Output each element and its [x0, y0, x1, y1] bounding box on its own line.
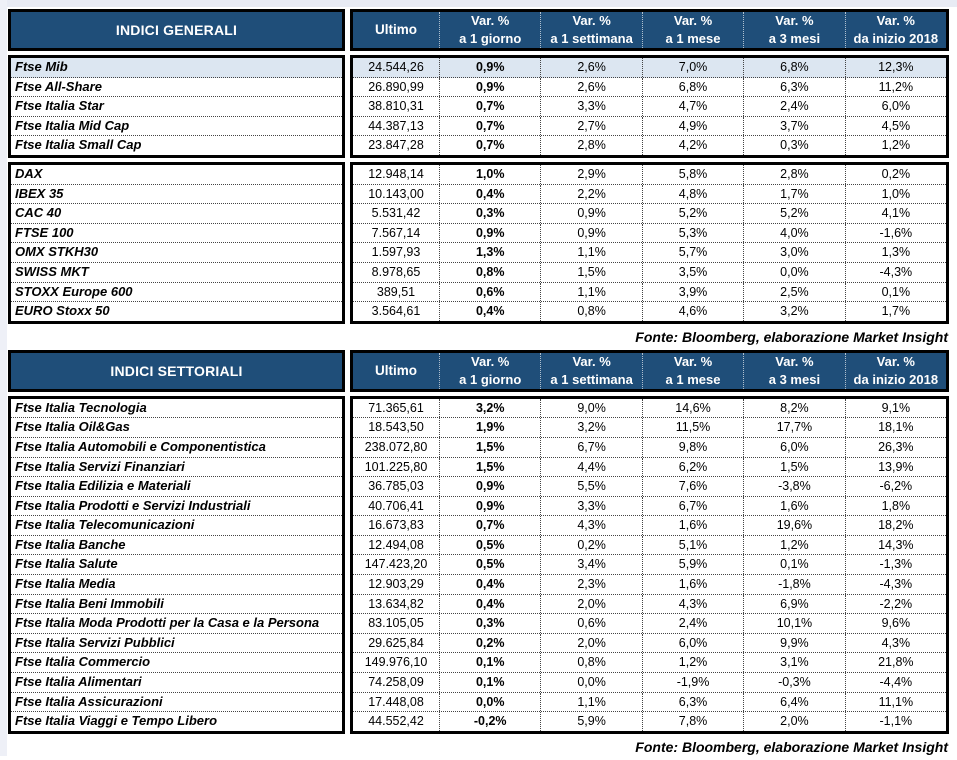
cell-var: 0,5%	[439, 555, 540, 574]
cell-var: 2,9%	[540, 165, 641, 184]
cell-var: 3,2%	[540, 418, 641, 437]
cell-var: 0,9%	[439, 224, 540, 243]
cell-var: 0,9%	[439, 477, 540, 496]
cell-var: 0,3%	[439, 204, 540, 223]
col-header-var-da-inizio-2018	[845, 353, 946, 389]
cell-var: 6,0%	[743, 438, 844, 457]
cell-var: 9,6%	[845, 614, 946, 633]
cell-var: 4,0%	[743, 224, 844, 243]
col-header-var-3-mesi	[743, 12, 844, 48]
cell-ultimo: 40.706,41	[368, 498, 424, 513]
col-header-line1: Var. %	[876, 13, 915, 29]
cell-var: 6,3%	[743, 78, 844, 97]
cell-var: 0,6%	[439, 283, 540, 302]
table-row	[353, 136, 946, 155]
col-header-line2: a 1 settimana	[550, 371, 633, 387]
cell-var: 5,5%	[540, 477, 641, 496]
col-header-line2: da inizio 2018	[853, 31, 939, 46]
cell-ultimo: 23.847,28	[368, 138, 424, 153]
index-name: Ftse All-Share	[11, 78, 342, 98]
col-header-line1: Var. %	[572, 13, 611, 29]
index-name: Ftse Italia Oil&Gas	[11, 418, 342, 438]
table-row	[353, 536, 946, 556]
cell-var: 6,7%	[540, 438, 641, 457]
index-name: Ftse Italia Assicurazioni	[11, 693, 342, 713]
table-title: INDICI SETTORIALI	[8, 350, 345, 392]
page-top-band	[0, 0, 957, 7]
cell-var: 1,3%	[439, 243, 540, 262]
index-name: DAX	[11, 165, 342, 185]
col-header-var-da-inizio-2018	[845, 12, 946, 48]
cell-var: 0,7%	[439, 136, 540, 155]
cell-var: 1,1%	[540, 283, 641, 302]
table-header-row	[8, 9, 949, 51]
index-name: Ftse Italia Viaggi e Tempo Libero	[11, 712, 342, 731]
cell-var: 6,0%	[845, 97, 946, 116]
cell-var: 11,2%	[845, 78, 946, 97]
cell-var: 0,1%	[439, 653, 540, 672]
cell-var: 6,3%	[642, 693, 743, 712]
col-header-line2: a 1 settimana	[550, 31, 633, 46]
cell-var: 5,2%	[743, 204, 844, 223]
cell-var: 0,9%	[439, 497, 540, 516]
cell-var: 3,3%	[540, 97, 641, 116]
col-header-line2: da inizio 2018	[853, 371, 939, 387]
cell-var: 0,5%	[439, 536, 540, 555]
index-name: Ftse Italia Mid Cap	[11, 117, 342, 137]
table-row	[353, 165, 946, 185]
cell-var: 0,9%	[540, 224, 641, 243]
cell-ultimo: 10.143,00	[368, 186, 424, 201]
cell-var: 1,5%	[439, 458, 540, 477]
cell-var: 2,4%	[743, 97, 844, 116]
cell-var: -4,3%	[845, 575, 946, 594]
cell-var: 9,9%	[743, 634, 844, 653]
cell-ultimo: 24.544,26	[368, 60, 424, 74]
cell-ultimo: 1.597,93	[371, 245, 421, 260]
cell-var: 0,3%	[743, 136, 844, 155]
cell-var: 6,8%	[743, 58, 844, 77]
cell-var: 8,2%	[743, 399, 844, 418]
cell-var: 18,1%	[845, 418, 946, 437]
cell-var: 0,7%	[439, 117, 540, 136]
table-row	[353, 477, 946, 497]
index-name: FTSE 100	[11, 224, 342, 244]
cell-var: -4,4%	[845, 673, 946, 692]
cell-var: 9,8%	[642, 438, 743, 457]
cell-var: 3,7%	[743, 117, 844, 136]
cell-var: 3,0%	[743, 243, 844, 262]
cell-var: -2,2%	[845, 595, 946, 614]
col-header-line2: a 3 mesi	[768, 31, 821, 46]
table-row	[353, 58, 946, 78]
table-row	[353, 204, 946, 224]
index-name: Ftse Italia Star	[11, 97, 342, 117]
cell-var: 1,8%	[845, 497, 946, 516]
table-indici-settoriali	[8, 350, 949, 756]
cell-var: 4,3%	[642, 595, 743, 614]
cell-var: 0,8%	[439, 263, 540, 282]
cell-var: 19,6%	[743, 516, 844, 535]
cell-var: 1,9%	[439, 418, 540, 437]
index-name: EURO Stoxx 50	[11, 302, 342, 321]
cell-var: 7,6%	[642, 477, 743, 496]
cell-var: 2,0%	[743, 712, 844, 731]
table-body	[8, 396, 949, 734]
cell-var: 2,0%	[540, 595, 641, 614]
index-name: Ftse Italia Media	[11, 575, 342, 595]
cell-var: -1,8%	[743, 575, 844, 594]
cell-var: 2,0%	[540, 634, 641, 653]
cell-var: 0,4%	[439, 575, 540, 594]
cell-var: 2,6%	[540, 78, 641, 97]
col-header-ultimo: Ultimo	[375, 362, 417, 378]
cell-var: 0,1%	[439, 673, 540, 692]
cell-var: -0,2%	[439, 712, 540, 731]
cell-var: 21,8%	[845, 653, 946, 672]
cell-var: 6,4%	[743, 693, 844, 712]
table-header-row	[8, 350, 949, 392]
cell-var: 6,9%	[743, 595, 844, 614]
cell-ultimo: 18.543,50	[368, 420, 424, 435]
column-headers	[350, 9, 949, 51]
cell-var: 1,5%	[439, 438, 540, 457]
cell-var: 0,2%	[845, 165, 946, 184]
col-header-var-1-giorno	[439, 353, 540, 389]
cell-var: 1,6%	[642, 575, 743, 594]
cell-var: 1,7%	[845, 302, 946, 321]
cell-var: 0,2%	[439, 634, 540, 653]
index-name: Ftse Italia Moda Prodotti per la Casa e la Persona	[11, 614, 342, 634]
index-name: Ftse Italia Beni Immobili	[11, 595, 342, 615]
cell-ultimo: 3.564,61	[371, 304, 421, 319]
table-indici-generali	[8, 9, 949, 346]
cell-ultimo: 8.978,65	[371, 264, 421, 279]
cell-ultimo: 7.567,14	[371, 225, 421, 240]
col-header-line1: Var. %	[471, 354, 510, 370]
cell-var: 3,3%	[540, 497, 641, 516]
table-section	[8, 55, 949, 158]
index-name: STOXX Europe 600	[11, 283, 342, 303]
cell-var: -1,9%	[642, 673, 743, 692]
cell-var: 1,5%	[743, 458, 844, 477]
index-name: Ftse Italia Tecnologia	[11, 399, 342, 419]
table-row	[353, 185, 946, 205]
cell-var: 1,6%	[642, 516, 743, 535]
cell-var: 0,4%	[439, 595, 540, 614]
cell-ultimo: 12.948,14	[368, 166, 424, 181]
index-name: Ftse Italia Edilizia e Materiali	[11, 477, 342, 497]
col-header-line2: a 1 giorno	[459, 371, 522, 387]
cell-var: 2,8%	[743, 165, 844, 184]
cell-var: 3,1%	[743, 653, 844, 672]
cell-var: 0,0%	[439, 693, 540, 712]
index-name: Ftse Italia Alimentari	[11, 673, 342, 693]
page-left-band	[0, 0, 7, 756]
cell-var: 7,0%	[642, 58, 743, 77]
index-name: Ftse Italia Servizi Finanziari	[11, 458, 342, 478]
cell-var: -1,3%	[845, 555, 946, 574]
cell-var: 1,5%	[540, 263, 641, 282]
cell-var: 18,2%	[845, 516, 946, 535]
cell-ultimo: 38.810,31	[368, 99, 424, 114]
index-name: OMX STKH30	[11, 243, 342, 263]
col-header-line2: a 1 giorno	[459, 31, 522, 46]
table-section	[8, 396, 949, 734]
cell-var: -1,1%	[845, 712, 946, 731]
cell-var: 3,4%	[540, 555, 641, 574]
cell-var: 1,1%	[540, 243, 641, 262]
cell-var: 0,6%	[540, 614, 641, 633]
cell-ultimo: 13.634,82	[368, 596, 424, 611]
table-row	[353, 224, 946, 244]
cell-ultimo: 5.531,42	[371, 206, 421, 221]
cell-ultimo: 44.387,13	[368, 118, 424, 133]
index-name: Ftse Italia Small Cap	[11, 136, 342, 155]
cell-var: 4,5%	[845, 117, 946, 136]
cell-var: 10,1%	[743, 614, 844, 633]
index-name: SWISS MKT	[11, 263, 342, 283]
col-header-line1: Var. %	[876, 354, 915, 370]
cell-var: 1,2%	[845, 136, 946, 155]
cell-var: 4,6%	[642, 302, 743, 321]
col-header-ultimo: Ultimo	[375, 21, 417, 37]
index-values-column	[350, 162, 949, 324]
cell-var: 2,2%	[540, 185, 641, 204]
table-row	[353, 614, 946, 634]
cell-var: 0,0%	[540, 673, 641, 692]
col-header-line2: a 1 mese	[665, 371, 721, 387]
cell-var: 3,9%	[642, 283, 743, 302]
col-header-line1: Var. %	[471, 13, 510, 29]
table-row	[353, 575, 946, 595]
cell-var: 2,4%	[642, 614, 743, 633]
cell-var: 11,5%	[642, 418, 743, 437]
cell-ultimo: 238.072,80	[364, 439, 428, 454]
cell-ultimo: 36.785,03	[368, 479, 424, 494]
cell-var: 17,7%	[743, 418, 844, 437]
cell-var: 4,3%	[540, 516, 641, 535]
cell-var: 6,8%	[642, 78, 743, 97]
index-name: Ftse Italia Automobili e Componentistica	[11, 438, 342, 458]
cell-var: -6,2%	[845, 477, 946, 496]
index-name-column	[8, 55, 345, 158]
table-row	[353, 399, 946, 419]
col-header-var-1-mese	[642, 353, 743, 389]
cell-ultimo: 17.448,08	[368, 694, 424, 709]
column-headers	[350, 350, 949, 392]
cell-var: 0,9%	[439, 58, 540, 77]
col-header-line1: Var. %	[673, 354, 713, 370]
cell-var: 6,2%	[642, 458, 743, 477]
source-note: Fonte: Bloomberg, elaborazione Market Insight	[635, 738, 948, 755]
cell-var: 5,2%	[642, 204, 743, 223]
index-name-column	[8, 162, 345, 324]
col-header-var-1-settimana	[540, 353, 641, 389]
cell-var: 1,6%	[743, 497, 844, 516]
cell-var: 0,9%	[439, 78, 540, 97]
cell-var: 5,9%	[642, 555, 743, 574]
cell-var: 26,3%	[845, 438, 946, 457]
cell-var: 4,8%	[642, 185, 743, 204]
table-row	[353, 497, 946, 517]
cell-var: -0,3%	[743, 673, 844, 692]
table-title: INDICI GENERALI	[8, 9, 345, 51]
table-row	[353, 595, 946, 615]
cell-var: 0,1%	[845, 283, 946, 302]
cell-var: 4,7%	[642, 97, 743, 116]
cell-var: 14,6%	[642, 399, 743, 418]
table-row	[353, 302, 946, 321]
cell-var: 0,7%	[439, 516, 540, 535]
cell-var: 1,0%	[845, 185, 946, 204]
cell-var: 4,1%	[845, 204, 946, 223]
cell-var: 2,3%	[540, 575, 641, 594]
table-row	[353, 438, 946, 458]
col-header-var-3-mesi	[743, 353, 844, 389]
cell-var: 9,1%	[845, 399, 946, 418]
cell-var: 3,2%	[439, 399, 540, 418]
table-row	[353, 117, 946, 137]
index-name: Ftse Italia Commercio	[11, 653, 342, 673]
col-header-var-1-mese	[642, 12, 743, 48]
cell-var: -4,3%	[845, 263, 946, 282]
index-name: IBEX 35	[11, 185, 342, 205]
index-name: Ftse Italia Prodotti e Servizi Industriali	[11, 497, 342, 517]
index-name: Ftse Italia Servizi Pubblici	[11, 634, 342, 654]
cell-var: 2,8%	[540, 136, 641, 155]
table-section	[8, 162, 949, 324]
cell-ultimo: 71.365,61	[368, 400, 424, 415]
index-name-column	[8, 396, 345, 734]
cell-var: 5,1%	[642, 536, 743, 555]
cell-ultimo: 147.423,20	[364, 557, 428, 572]
cell-var: 13,9%	[845, 458, 946, 477]
cell-var: 9,0%	[540, 399, 641, 418]
index-name: CAC 40	[11, 204, 342, 224]
index-name: Ftse Italia Salute	[11, 555, 342, 575]
table-row	[353, 653, 946, 673]
cell-var: 5,8%	[642, 165, 743, 184]
cell-var: 0,1%	[743, 555, 844, 574]
cell-var: 4,9%	[642, 117, 743, 136]
col-header-var-1-settimana	[540, 12, 641, 48]
cell-ultimo: 16.673,83	[368, 518, 424, 533]
table-row	[353, 634, 946, 654]
index-name: Ftse Italia Telecomunicazioni	[11, 516, 342, 536]
cell-var: -3,8%	[743, 477, 844, 496]
table-row	[353, 516, 946, 536]
cell-var: 0,0%	[743, 263, 844, 282]
index-values-column	[350, 55, 949, 158]
cell-ultimo: 101.225,80	[364, 459, 428, 474]
cell-var: 2,6%	[540, 58, 641, 77]
col-header-line2: a 3 mesi	[768, 371, 821, 387]
cell-var: 2,7%	[540, 117, 641, 136]
table-row	[353, 283, 946, 303]
col-header-line2: a 1 mese	[665, 31, 721, 46]
col-header-line1: Var. %	[572, 354, 611, 370]
table-row	[353, 263, 946, 283]
table-row	[353, 78, 946, 98]
table-row	[353, 97, 946, 117]
cell-var: 12,3%	[845, 58, 946, 77]
table-row	[353, 458, 946, 478]
cell-var: 6,0%	[642, 634, 743, 653]
col-header-line1: Var. %	[775, 13, 814, 29]
col-header-var-1-giorno	[439, 12, 540, 48]
cell-var: 1,7%	[743, 185, 844, 204]
cell-var: 0,8%	[540, 653, 641, 672]
cell-ultimo: 12.903,29	[368, 577, 424, 592]
cell-var: 0,4%	[439, 185, 540, 204]
cell-var: 1,2%	[642, 653, 743, 672]
table-row	[353, 693, 946, 713]
cell-var: 0,2%	[540, 536, 641, 555]
table-row	[353, 243, 946, 263]
col-header-line1: Var. %	[673, 13, 713, 29]
table-body	[8, 55, 949, 324]
report-page	[8, 9, 949, 760]
cell-var: 14,3%	[845, 536, 946, 555]
index-name: Ftse Mib	[11, 58, 342, 78]
table-row	[353, 673, 946, 693]
cell-var: 1,0%	[439, 165, 540, 184]
cell-ultimo: 29.625,84	[368, 635, 424, 650]
cell-var: -1,6%	[845, 224, 946, 243]
cell-var: 3,2%	[743, 302, 844, 321]
table-row	[353, 712, 946, 731]
index-name: Ftse Italia Banche	[11, 536, 342, 556]
cell-ultimo: 12.494,08	[368, 537, 424, 552]
cell-var: 0,4%	[439, 302, 540, 321]
cell-var: 1,3%	[845, 243, 946, 262]
cell-var: 0,8%	[540, 302, 641, 321]
col-header-line1: Var. %	[775, 354, 814, 370]
table-row	[353, 418, 946, 438]
cell-var: 5,3%	[642, 224, 743, 243]
cell-ultimo: 83.105,05	[368, 616, 424, 631]
cell-var: 0,3%	[439, 614, 540, 633]
cell-var: 5,7%	[642, 243, 743, 262]
cell-ultimo: 44.552,42	[368, 714, 424, 729]
cell-ultimo: 74.258,09	[368, 675, 424, 690]
cell-var: 5,9%	[540, 712, 641, 731]
cell-ultimo: 149.976,10	[364, 655, 428, 670]
cell-var: 7,8%	[642, 712, 743, 731]
cell-var: 3,5%	[642, 263, 743, 282]
cell-var: 4,2%	[642, 136, 743, 155]
cell-var: 1,1%	[540, 693, 641, 712]
table-row	[353, 555, 946, 575]
source-note: Fonte: Bloomberg, elaborazione Market Insight	[635, 328, 948, 345]
index-values-column	[350, 396, 949, 734]
cell-var: 0,7%	[439, 97, 540, 116]
cell-var: 2,5%	[743, 283, 844, 302]
cell-ultimo: 26.890,99	[368, 79, 424, 94]
cell-var: 0,9%	[540, 204, 641, 223]
cell-var: 1,2%	[743, 536, 844, 555]
cell-var: 11,1%	[845, 693, 946, 712]
cell-ultimo: 389,51	[376, 284, 416, 299]
cell-var: 4,3%	[845, 634, 946, 653]
cell-var: 6,7%	[642, 497, 743, 516]
cell-var: 4,4%	[540, 458, 641, 477]
